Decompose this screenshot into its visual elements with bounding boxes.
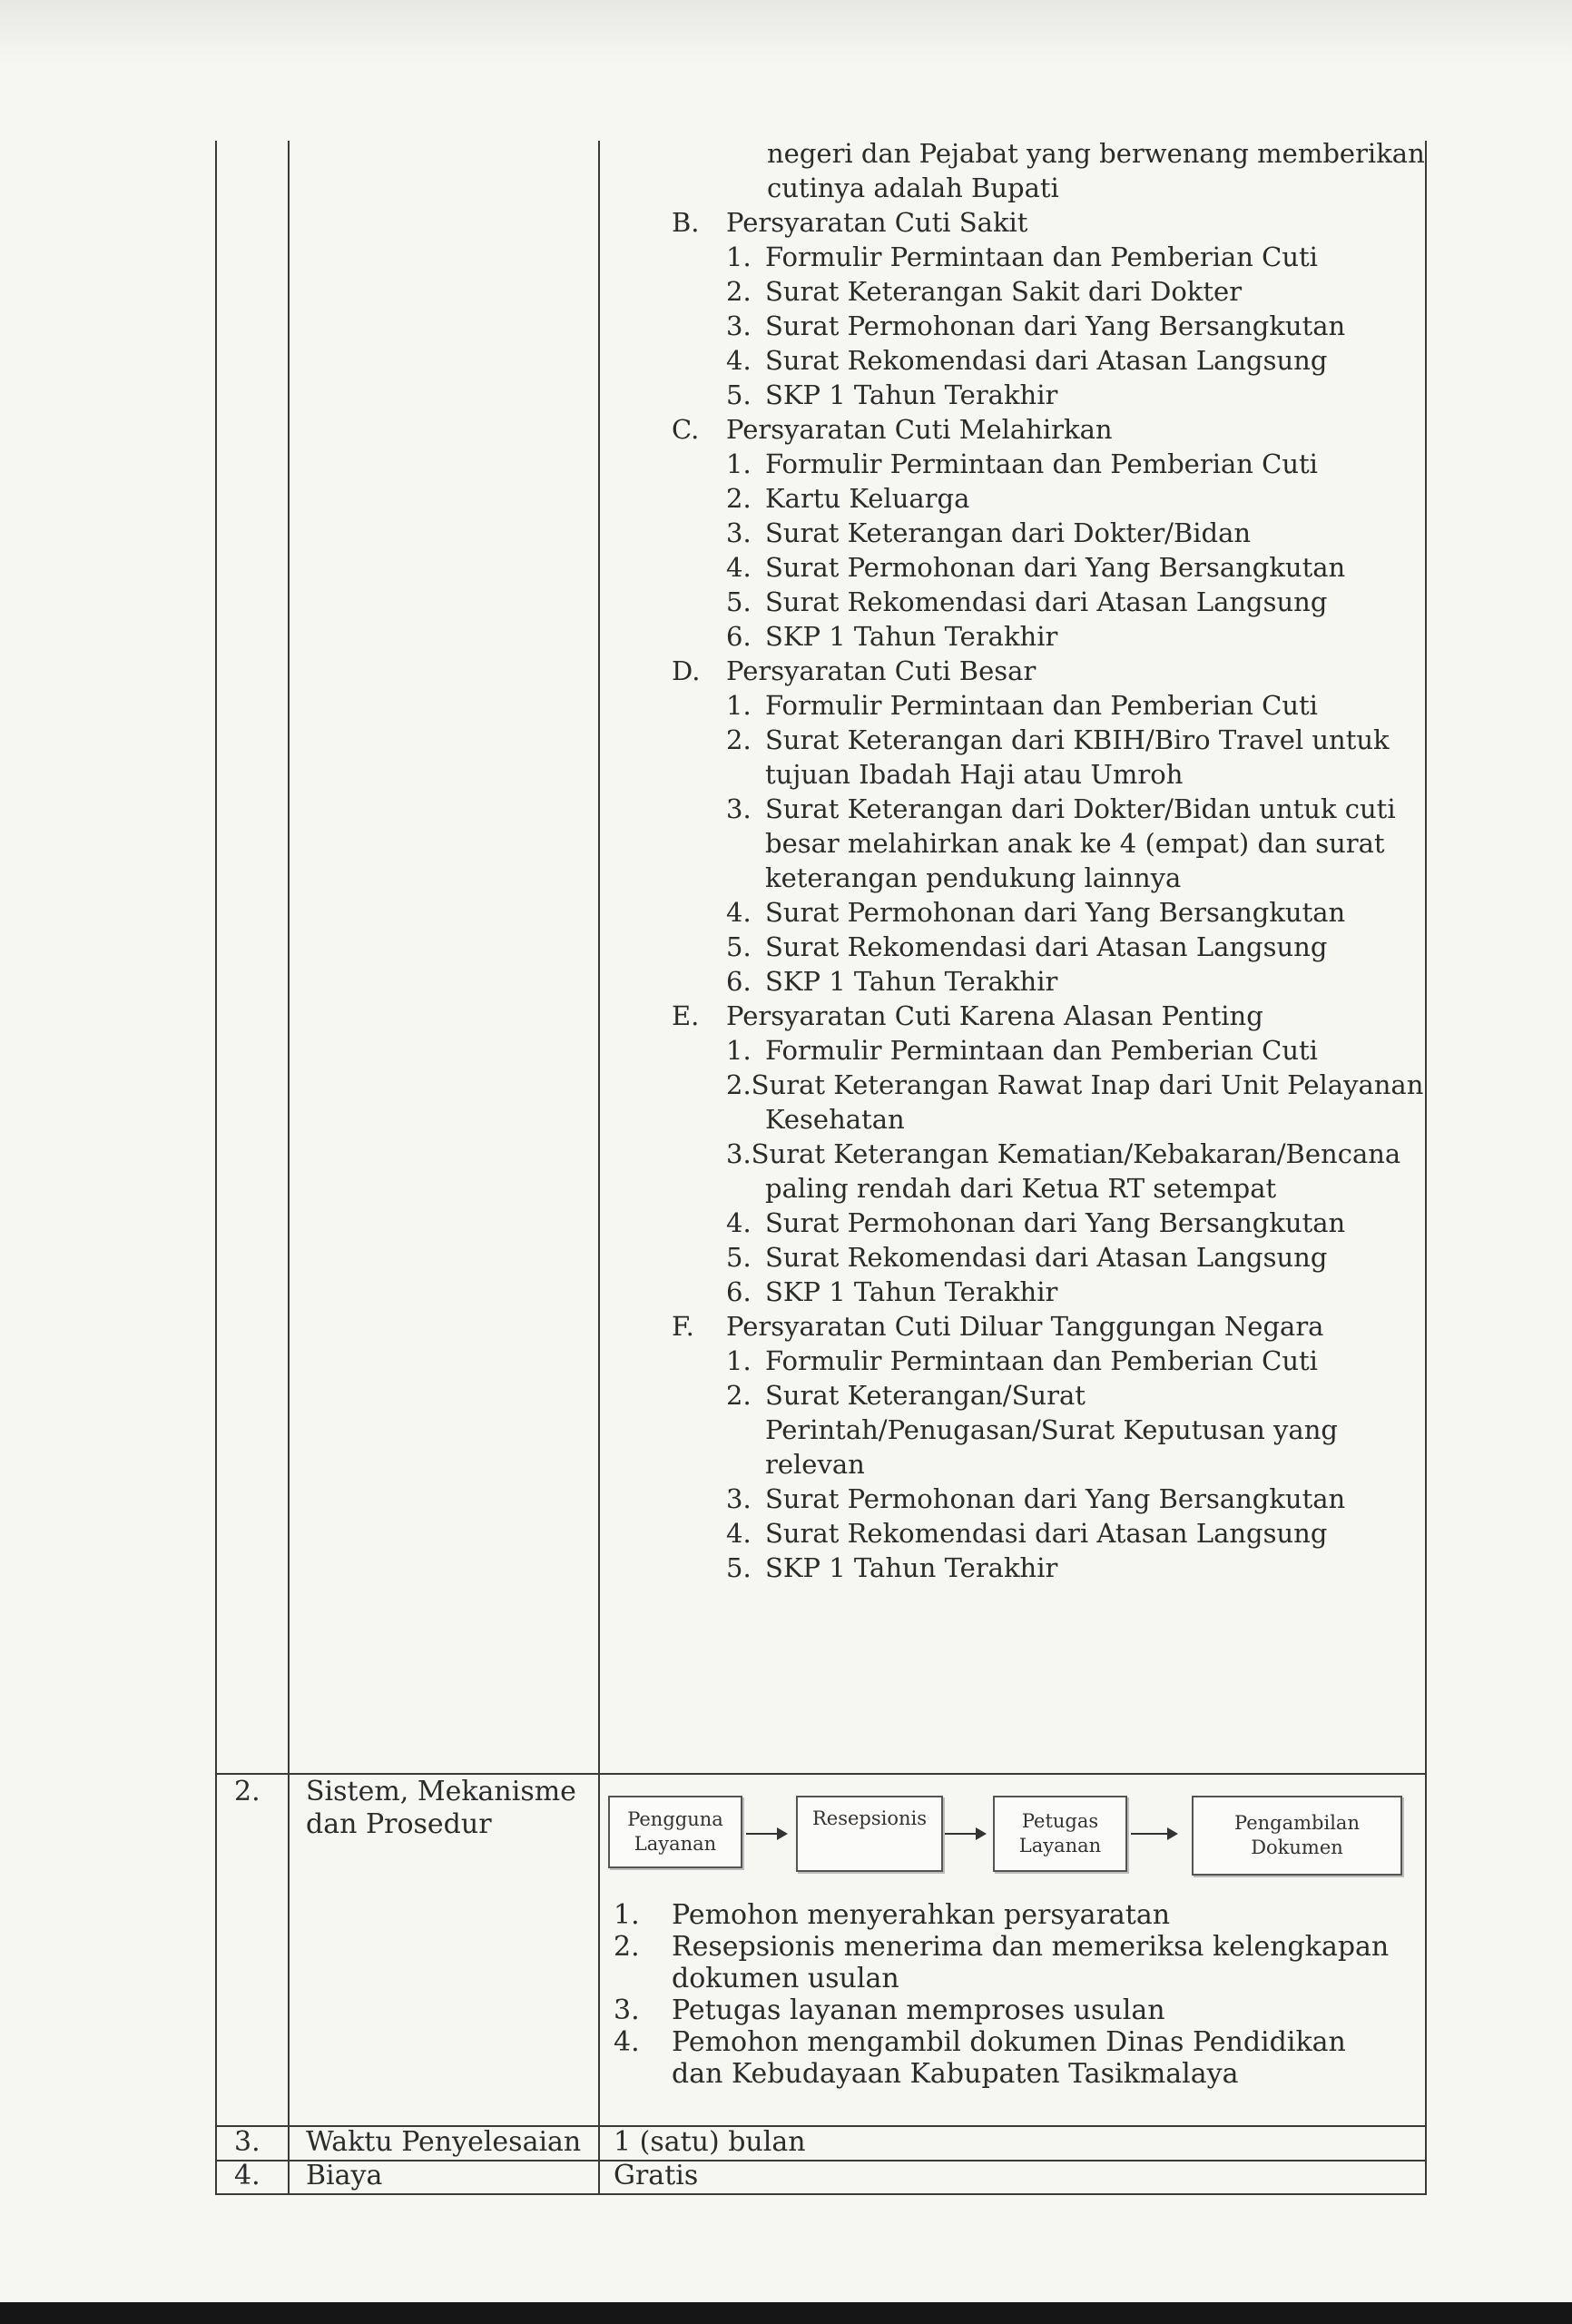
item-number: 3. bbox=[726, 517, 752, 548]
list-item bbox=[672, 550, 1398, 585]
item-number bbox=[672, 757, 765, 792]
procedure-step bbox=[614, 1931, 1412, 1963]
row-value-biaya: Gratis bbox=[614, 2160, 699, 2191]
list-item bbox=[672, 378, 1398, 412]
section-header bbox=[672, 1309, 1398, 1344]
scan-bottom-edge bbox=[0, 2302, 1572, 2324]
item-number bbox=[672, 1413, 765, 1447]
list-item bbox=[672, 585, 1398, 619]
section-letter: D. bbox=[672, 655, 701, 686]
section-title: Persyaratan Cuti Karena Alasan Penting bbox=[726, 1000, 1263, 1031]
item-text: Kesehatan bbox=[765, 1104, 905, 1135]
list-item bbox=[672, 1516, 1398, 1551]
item-text: Surat Keterangan Rawat Inap dari Unit Pelayanan bbox=[751, 1069, 1424, 1100]
flow-arrow-icon bbox=[945, 1833, 985, 1835]
row-label-waktu: Waktu Penyelesaian bbox=[306, 2126, 582, 2158]
item-number: 3. bbox=[726, 1483, 752, 1514]
procedure-step bbox=[614, 1963, 1412, 1994]
flow-box-text: Pengguna bbox=[627, 1808, 723, 1830]
list-item bbox=[672, 274, 1398, 309]
list-item bbox=[672, 895, 1398, 930]
table-col-divider-2 bbox=[598, 141, 600, 2195]
list-item bbox=[672, 481, 1398, 516]
list-item bbox=[672, 930, 1398, 964]
item-text: Formulir Permintaan dan Pemberian Cuti bbox=[765, 1345, 1318, 1376]
item-number: 5. bbox=[726, 1552, 752, 1583]
item-number bbox=[672, 826, 765, 861]
procedure-step bbox=[614, 1994, 1412, 2026]
flow-box-text: Petugas bbox=[1021, 1810, 1099, 1832]
step-text: dokumen usulan bbox=[672, 1963, 899, 1994]
item-number: 4. bbox=[726, 1207, 752, 1238]
item-text: Surat Keterangan dari KBIH/Biro Travel untuk bbox=[765, 724, 1390, 755]
list-item bbox=[672, 688, 1398, 723]
item-number: 5. bbox=[726, 586, 752, 617]
flow-box-text: Layanan bbox=[1018, 1835, 1102, 1856]
table-right-border bbox=[1425, 141, 1427, 2195]
item-text: Surat Permohonan dari Yang Bersangkutan bbox=[765, 310, 1346, 341]
item-text: relevan bbox=[765, 1449, 865, 1480]
step-text: Pemohon menyerahkan persyaratan bbox=[672, 1899, 1171, 1931]
list-item bbox=[672, 1344, 1398, 1378]
item-number: 3. bbox=[726, 1138, 752, 1169]
item-text: Surat Permohonan dari Yang Bersangkutan bbox=[765, 552, 1346, 583]
flow-box-petugas bbox=[993, 1796, 1127, 1872]
item-text: paling rendah dari Ketua RT setempat bbox=[765, 1173, 1277, 1204]
item-text: Surat Keterangan dari Dokter/Bidan bbox=[765, 517, 1252, 548]
item-number: 4. bbox=[726, 1518, 752, 1549]
list-item bbox=[672, 723, 1398, 757]
table-col-divider-1 bbox=[288, 141, 290, 2195]
section-letter: C. bbox=[672, 414, 700, 445]
item-number: 5. bbox=[726, 379, 752, 410]
item-text: Surat Permohonan dari Yang Bersangkutan bbox=[765, 1483, 1346, 1514]
item-number: 4. bbox=[726, 345, 752, 376]
step-number: 2. bbox=[614, 1931, 640, 1963]
item-number: 4. bbox=[726, 552, 752, 583]
item-text: Surat Keterangan dari Dokter/Bidan untuk cuti bbox=[765, 793, 1396, 824]
row-label-biaya: Biaya bbox=[306, 2160, 383, 2191]
item-text: Surat Rekomendasi dari Atasan Langsung bbox=[765, 931, 1328, 962]
item-text: Surat Permohonan dari Yang Bersangkutan bbox=[765, 897, 1346, 928]
row-divider-2 bbox=[215, 1773, 1427, 1775]
list-item bbox=[672, 1033, 1398, 1068]
row-divider-4 bbox=[215, 2160, 1427, 2162]
row-number: 4. bbox=[234, 2160, 260, 2191]
item-number: 2. bbox=[726, 483, 752, 514]
flow-arrow-icon bbox=[746, 1833, 786, 1835]
list-item bbox=[672, 1102, 1398, 1137]
item-text: Perintah/Penugasan/Surat Keputusan yang bbox=[765, 1414, 1338, 1445]
step-number: 3. bbox=[614, 1994, 640, 2026]
item-text: Formulir Permintaan dan Pemberian Cuti bbox=[765, 1035, 1318, 1066]
item-text: besar melahirkan anak ke 4 (empat) dan surat bbox=[765, 828, 1385, 859]
step-number: 4. bbox=[614, 2026, 640, 2058]
item-number bbox=[672, 1102, 765, 1137]
list-item bbox=[672, 1171, 1398, 1206]
section-header bbox=[672, 654, 1398, 688]
item-text: tujuan Ibadah Haji atau Umroh bbox=[765, 759, 1184, 790]
item-number: 1. bbox=[726, 690, 752, 721]
table-bottom-border bbox=[215, 2193, 1427, 2195]
list-item bbox=[672, 861, 1398, 895]
row-number: 3. bbox=[234, 2126, 260, 2158]
flow-box-resepsionis bbox=[796, 1796, 943, 1872]
item-text: Surat Rekomendasi dari Atasan Langsung bbox=[765, 345, 1328, 376]
section-title: Persyaratan Cuti Melahirkan bbox=[726, 414, 1113, 445]
item-text: Formulir Permintaan dan Pemberian Cuti bbox=[765, 448, 1318, 479]
item-text: Surat Rekomendasi dari Atasan Langsung bbox=[765, 1518, 1328, 1549]
list-item bbox=[672, 1137, 1401, 1171]
section-title: Persyaratan Cuti Diluar Tanggungan Negara bbox=[726, 1311, 1324, 1342]
list-item bbox=[672, 1275, 1398, 1309]
list-item bbox=[672, 792, 1398, 826]
item-text: Surat Keterangan Kematian/Kebakaran/Bencana bbox=[751, 1138, 1401, 1169]
step-number bbox=[614, 2058, 672, 2090]
list-item bbox=[672, 1378, 1398, 1413]
flow-box-text: Layanan bbox=[634, 1833, 717, 1855]
item-text: Surat Rekomendasi dari Atasan Langsung bbox=[765, 1242, 1328, 1273]
item-number: 2. bbox=[726, 1069, 752, 1100]
section-letter: F. bbox=[672, 1311, 694, 1342]
procedure-step bbox=[614, 2026, 1412, 2058]
table-left-border bbox=[215, 141, 217, 2195]
step-text: Petugas layanan memproses usulan bbox=[672, 1994, 1165, 2026]
list-item bbox=[672, 1551, 1398, 1585]
item-number: 4. bbox=[726, 897, 752, 928]
row-number: 2. bbox=[234, 1776, 260, 1807]
item-number: 3. bbox=[726, 793, 752, 824]
step-number bbox=[614, 1963, 672, 1994]
list-item bbox=[672, 447, 1398, 481]
section-header bbox=[672, 412, 1398, 447]
flow-arrow-icon bbox=[1131, 1833, 1176, 1835]
item-text: SKP 1 Tahun Terakhir bbox=[765, 1276, 1058, 1307]
list-item bbox=[672, 516, 1398, 550]
step-number: 1. bbox=[614, 1899, 640, 1931]
item-text: SKP 1 Tahun Terakhir bbox=[765, 966, 1058, 997]
requirements-list bbox=[672, 136, 1425, 1585]
procedure-step bbox=[614, 2058, 1412, 2090]
row-value-waktu: 1 (satu) bulan bbox=[614, 2126, 806, 2158]
item-number: 5. bbox=[726, 931, 752, 962]
flow-box-text: Dokumen bbox=[1251, 1837, 1343, 1858]
item-text: SKP 1 Tahun Terakhir bbox=[765, 1552, 1058, 1583]
row-label-line: dan Prosedur bbox=[306, 1808, 492, 1840]
item-text: Kartu Keluarga bbox=[765, 483, 970, 514]
row-label-line: Sistem, Mekanisme bbox=[306, 1776, 576, 1807]
item-text: Surat Keterangan Sakit dari Dokter bbox=[765, 276, 1243, 307]
step-text: Resepsionis menerima dan memeriksa kelengkapan bbox=[672, 1931, 1390, 1963]
flow-box-text: Pengambilan bbox=[1234, 1812, 1360, 1834]
item-number: 6. bbox=[726, 1276, 752, 1307]
intro-line: negeri dan Pejabat yang berwenang memberikan bbox=[767, 138, 1425, 169]
section-header bbox=[672, 205, 1398, 240]
item-number: 5. bbox=[726, 1242, 752, 1273]
row-label-sistem bbox=[306, 1776, 576, 1841]
item-text: Surat Keterangan/Surat bbox=[765, 1380, 1086, 1411]
section-letter: E. bbox=[672, 1000, 700, 1031]
item-text: keterangan pendukung lainnya bbox=[765, 862, 1182, 893]
item-number: 1. bbox=[726, 241, 752, 272]
item-number: 1. bbox=[726, 1345, 752, 1376]
section-header bbox=[672, 999, 1398, 1033]
list-item bbox=[672, 1206, 1398, 1240]
item-number: 1. bbox=[726, 1035, 752, 1066]
intro-line: cutinya adalah Bupati bbox=[767, 172, 1059, 203]
item-text: Formulir Permintaan dan Pemberian Cuti bbox=[765, 690, 1318, 721]
item-text: SKP 1 Tahun Terakhir bbox=[765, 621, 1058, 652]
item-number: 6. bbox=[726, 621, 752, 652]
item-number: 3. bbox=[726, 310, 752, 341]
section-title: Persyaratan Cuti Besar bbox=[726, 655, 1037, 686]
list-item bbox=[672, 964, 1398, 999]
section-letter: B. bbox=[672, 207, 700, 238]
item-number: 6. bbox=[726, 966, 752, 997]
flow-box-text: Resepsionis bbox=[811, 1807, 928, 1829]
item-text: Surat Permohonan dari Yang Bersangkutan bbox=[765, 1207, 1346, 1238]
list-item bbox=[672, 309, 1398, 343]
step-text: dan Kebudayaan Kabupaten Tasikmalaya bbox=[672, 2058, 1239, 2090]
item-number: 2. bbox=[726, 276, 752, 307]
item-number bbox=[672, 1447, 765, 1482]
list-item bbox=[672, 343, 1398, 378]
list-item bbox=[672, 757, 1398, 792]
list-item bbox=[672, 1068, 1424, 1102]
item-number bbox=[672, 1171, 765, 1206]
item-number bbox=[672, 861, 765, 895]
procedure-steps bbox=[614, 1899, 1412, 2090]
section-title: Persyaratan Cuti Sakit bbox=[726, 207, 1028, 238]
flow-box-pengambilan bbox=[1192, 1796, 1402, 1876]
list-item bbox=[672, 240, 1398, 274]
procedure-step bbox=[614, 1899, 1412, 1931]
item-number: 1. bbox=[726, 448, 752, 479]
step-text: Pemohon mengambil dokumen Dinas Pendidikan bbox=[672, 2026, 1346, 2058]
item-number: 2. bbox=[726, 724, 752, 755]
item-text: Formulir Permintaan dan Pemberian Cuti bbox=[765, 241, 1318, 272]
item-text: SKP 1 Tahun Terakhir bbox=[765, 379, 1058, 410]
list-item bbox=[672, 1413, 1398, 1447]
list-item bbox=[672, 826, 1398, 861]
item-text: Surat Rekomendasi dari Atasan Langsung bbox=[765, 586, 1328, 617]
item-number: 2. bbox=[726, 1380, 752, 1411]
list-item bbox=[672, 619, 1398, 654]
scan-top-shade bbox=[0, 0, 1572, 64]
flow-box-pengguna bbox=[608, 1796, 742, 1868]
list-item bbox=[672, 1482, 1398, 1516]
list-item bbox=[672, 1240, 1398, 1275]
list-item bbox=[672, 1447, 1398, 1482]
